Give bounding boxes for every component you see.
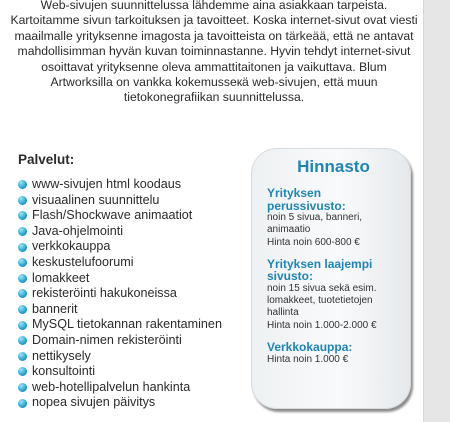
- bullet-icon: [18, 289, 27, 298]
- bullet-icon: [18, 258, 27, 267]
- service-item: [18, 177, 222, 193]
- service-item: [18, 364, 222, 380]
- pricing-section-heading: Yrityksen perussivusto:: [267, 186, 346, 213]
- bullet-icon: [18, 336, 27, 345]
- pricing-title: Hinnasto: [297, 157, 370, 176]
- bullet-icon: [18, 180, 27, 189]
- service-label: Domain-nimen rekisteröinti: [32, 332, 182, 347]
- service-label: konsultointi: [32, 364, 96, 379]
- pricing-sections: [267, 187, 400, 366]
- service-item: [18, 333, 222, 349]
- service-item: [18, 208, 222, 224]
- pricing-section-line: Hinta noin 600-800 €: [267, 236, 360, 248]
- bullet-icon: [18, 399, 27, 408]
- service-label: www-sivujen html koodaus: [32, 177, 182, 191]
- service-label: keskustelufoorumi: [32, 254, 134, 269]
- bullet-icon: [18, 367, 27, 376]
- pricing-section-line: noin 5 sivua, banneri,: [267, 212, 363, 223]
- pricing-section-heading: Yrityksen laajempi sivusto:: [267, 256, 373, 284]
- bullet-icon: [18, 305, 27, 314]
- service-item: [18, 255, 222, 271]
- pricing-section-line: lomakkeet, tuotetietojen: [267, 295, 373, 307]
- service-label: Java-ohjelmointi: [32, 223, 123, 238]
- service-label: visuaalinen suunnittelu: [32, 192, 160, 207]
- right-sidebar-strip: [423, 0, 450, 422]
- service-item: [18, 395, 222, 411]
- service-label: nopea sivujen päivitys: [32, 395, 156, 410]
- bullet-icon: [18, 211, 27, 220]
- service-item: [18, 271, 222, 287]
- bullet-icon: [18, 227, 27, 236]
- pricing-section-line: hallinta: [267, 307, 299, 319]
- service-item: [18, 317, 222, 333]
- service-item: [18, 286, 222, 302]
- service-label: nettikysely: [32, 348, 91, 363]
- pricing-section-line: Hinta noin 1.000 €: [267, 353, 349, 365]
- pricing-section: [267, 187, 400, 249]
- pricing-section: [267, 258, 400, 332]
- service-item: [18, 380, 222, 396]
- pricing-box: [251, 148, 411, 409]
- service-label: web-hotellipalvelun hankinta: [32, 379, 191, 394]
- pricing-section-heading: Verkkokauppa:: [267, 340, 353, 355]
- intro-paragraph: Web-sivujen suunnittelussa lähdemme aina asiakkaan tarpeista. Kartoitamme sivun tarkoituksen ja tavoitteet. Koska internet-sivut ovat viesti maailmalle yrityksenne imagosta ja tavoitteista on tärkeää, että ne antavat mahdollisimman hyvän kuvan toiminnastanne. Hyvin tehdyt internet-sivut osoittavat yrityksenne oleva ammattitaitonen ja vaikuttava. Blum Artworksilla on vankka kokemusseкä web-sivujen, että muun tietokonegrafiikan suunnittelussa.: [10, 0, 418, 105]
- service-label: lomakkeet: [32, 270, 90, 285]
- service-label: MySQL tietokannan rakentaminen: [32, 317, 222, 332]
- service-item: [18, 349, 222, 365]
- bullet-icon: [18, 274, 27, 283]
- service-item: [18, 193, 222, 209]
- bullet-icon: [18, 243, 27, 252]
- pricing-section-line: noin 15 sivua sekä esim.: [267, 282, 377, 294]
- bullet-icon: [18, 383, 27, 392]
- pricing-section-line: animaatio: [267, 224, 311, 236]
- pricing-section: [267, 341, 400, 366]
- service-label: verkkokauppa: [32, 239, 111, 254]
- services-title: Palvelut:: [18, 152, 75, 167]
- service-label: rekisteröinti hakukoneissa: [32, 286, 177, 301]
- service-label: bannerit: [32, 301, 78, 316]
- services-list: [18, 177, 222, 411]
- bullet-icon: [18, 321, 27, 330]
- bullet-icon: [18, 196, 27, 205]
- service-item: [18, 302, 222, 318]
- service-item: [18, 224, 222, 240]
- service-item: [18, 239, 222, 255]
- service-label: Flash/Shockwave animaatiot: [32, 208, 193, 223]
- pricing-section-line: Hinta noin 1.000-2.000 €: [267, 319, 377, 331]
- bullet-icon: [18, 352, 27, 361]
